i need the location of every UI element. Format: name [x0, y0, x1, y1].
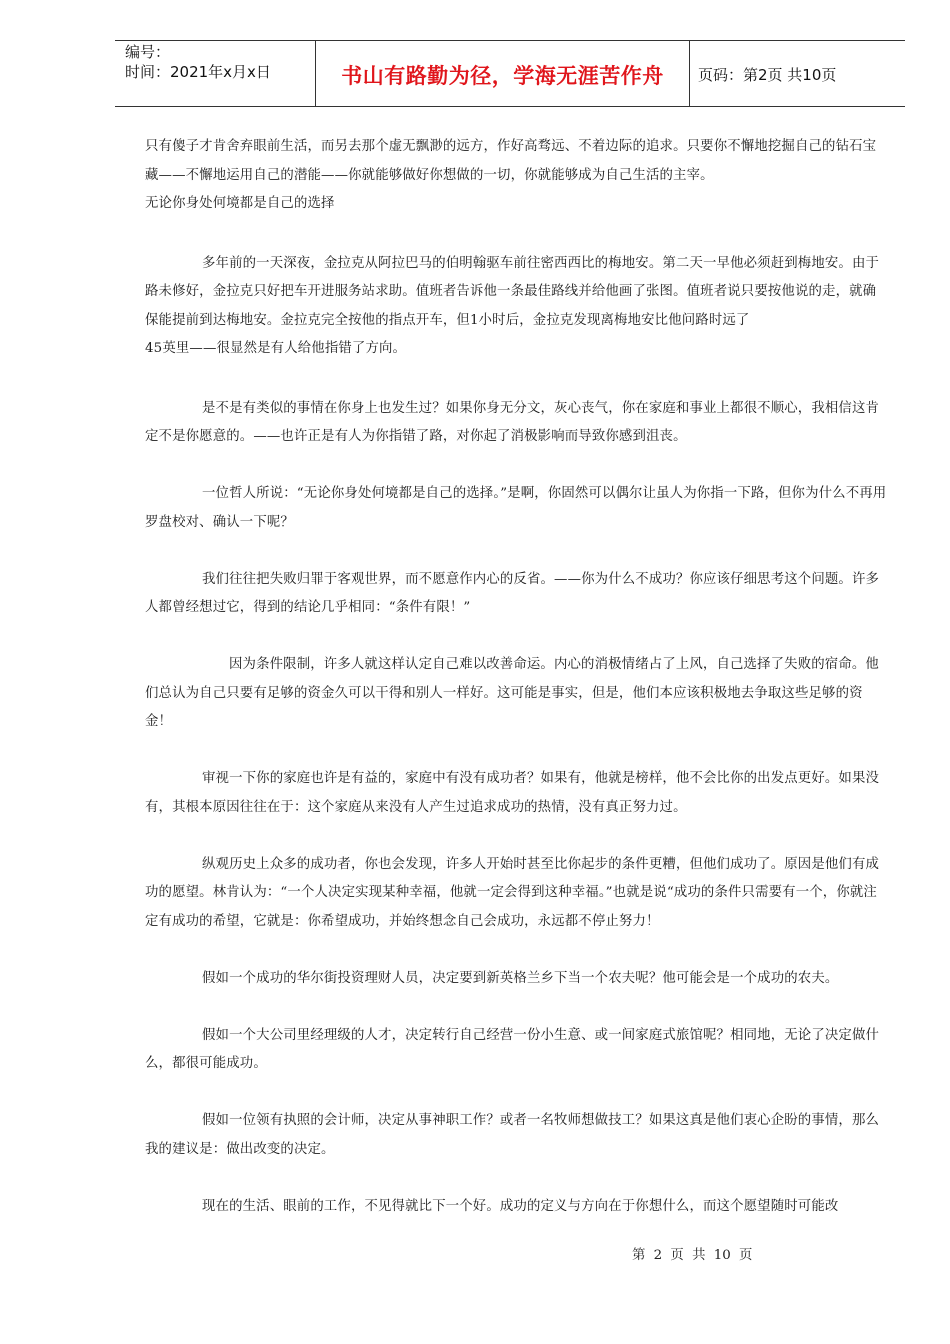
paragraph: 因为条件限制，许多人就这样认定自己难以改善命运。内心的消极情绪占了上风，自己选择了失败的宿命。他们总认为自己只要有足够的资金久可以干得和别人一样好。这可能是事实，但是，他们本应该积极地去争取这些足够的资金！: [145, 657, 879, 729]
document-body: [145, 133, 887, 1221]
paragraph: 纵观历史上众多的成功者，你也会发现，许多人开始时甚至比你起步的条件更糟，但他们成功了。原因是他们有成功的愿望。林肯认为：“一个人决定实现某种幸福，他就一定会得到这种幸福。”也就是说“成功的条件只需要有一个，你就注定有成功的希望，它就是：你希望成功，并始终想念自己会成功，永远都不停止努力！: [145, 856, 880, 929]
section-heading: 无论你身处何境都是自己的选择: [145, 196, 335, 211]
paragraph: 是不是有类似的事情在你身上也发生过？如果你身无分文，灰心丧气，你在家庭和事业上都很不顺心，我相信这肯定不是你愿意的。——也许正是有人为你指错了路，对你起了消极影响而导致你感到沮丧。: [145, 400, 880, 444]
header-motto: 书山有路勤为径，学海无涯苦作舟: [341, 64, 664, 88]
header-meta: [115, 41, 316, 106]
paragraph: 多年前的一天深夜，金拉克从阿拉巴马的伯明翰驱车前往密西西比的梅地安。第二天一早他必须赶到梅地安。由于路未修好，金拉克只好把车开进服务站求助。值班者告诉他一条最佳路线并给他画了张图。值班者说只要按他说的走，就确保能提前到达梅地安。金拉克完全按他的指点开车，但1小时后，金拉克发现离梅地安比他问路时远了: [145, 255, 880, 328]
header-motto-cell: [316, 41, 690, 106]
page-footer: 第 2 页 共 10 页: [632, 1248, 753, 1263]
page-header: [115, 40, 905, 107]
paragraph: 45英里——很显然是有人给他指错了方向。: [145, 341, 407, 356]
paragraph: 我们往往把失败归罪于客观世界，而不愿意作内心的反省。——你为什么不成功？你应该仔细思考这个问题。许多人都曾经想过它，得到的结论几乎相同：“条件有限！”: [145, 571, 880, 615]
time-label: 时间：2021年x月x日: [125, 63, 271, 81]
header-page-info: 页码：第2页 共10页: [698, 65, 837, 84]
paragraph: 审视一下你的家庭也许是有益的，家庭中有没有成功者？如果有，他就是榜样，他不会比你的出发点更好。如果没有，其根本原因往往在于：这个家庭从来没有人产生过追求成功的热情，没有真正努力过。: [145, 771, 880, 815]
serial-label: 编号：: [125, 43, 171, 61]
header-page-info-cell: [690, 41, 905, 106]
paragraph: 假如一位领有执照的会计师，决定从事神职工作？或者一名牧师想做技工？如果这真是他们衷心企盼的事情，那么我的建议是：做出改变的决定。: [145, 1113, 880, 1157]
paragraph: 一位哲人所说：“无论你身处何境都是自己的选择。”是啊，你固然可以偶尔让虽人为你指一下路，但你为什么不再用罗盘校对、确认一下呢？: [145, 486, 887, 530]
paragraph: 只有傻子才肯舍弃眼前生活，而另去那个虚无飘渺的远方，作好高骛远、不着边际的追求。只要你不懈地挖掘自己的钻石宝藏——不懈地运用自己的潜能——你就能够做好你想做的一切，你就能够成为自己生活的主宰。: [145, 139, 877, 183]
paragraph: 假如一个成功的华尔街投资理财人员，决定要到新英格兰乡下当一个农夫呢？他可能会是一个成功的农夫。: [202, 970, 839, 986]
paragraph: 现在的生活、眼前的工作，不见得就比下一个好。成功的定义与方向在于你想什么，而这个愿望随时可能改: [202, 1198, 839, 1214]
paragraph: 假如一个大公司里经理级的人才，决定转行自己经营一份小生意、或一间家庭式旅馆呢？相同地，无论了决定做什么，都很可能成功。: [145, 1027, 880, 1071]
